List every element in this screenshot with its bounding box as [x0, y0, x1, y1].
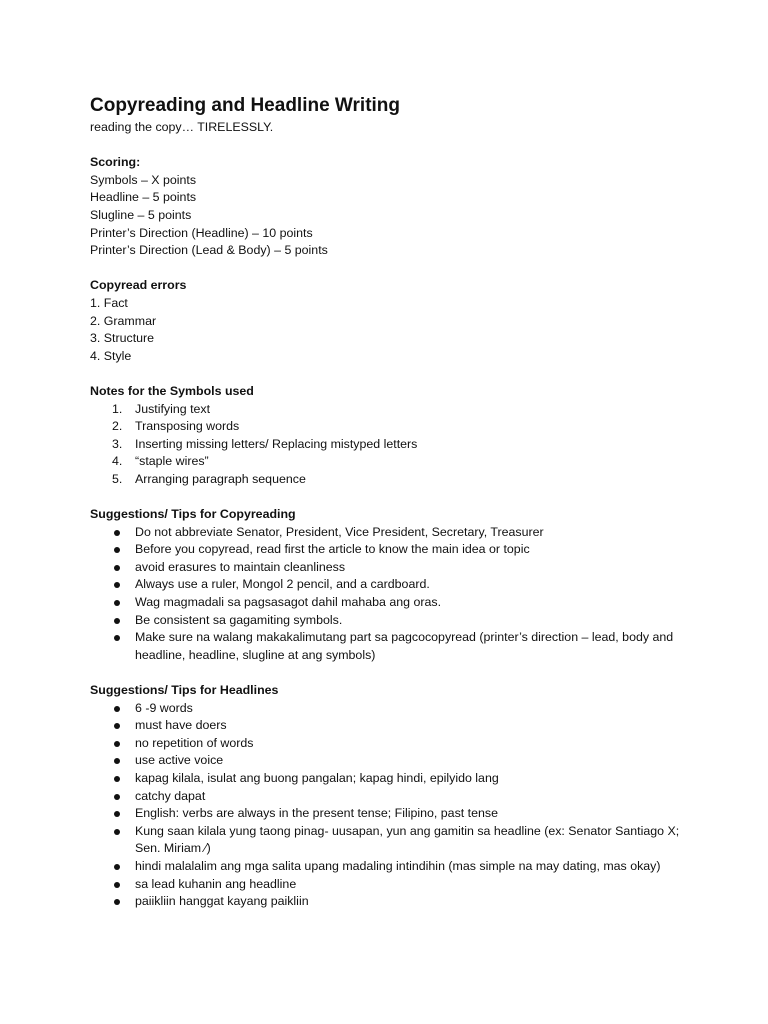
headline-tip-item	[90, 823, 695, 858]
copyread-errors-list	[90, 295, 730, 365]
copyread-error-item: 3. Structure	[90, 331, 155, 346]
headline-tips-heading: Suggestions/ Tips for Headlines	[90, 683, 279, 697]
copyreading-tip-text: Wag magmadali sa pagsasagot dahil mahaba ang oras.	[135, 595, 442, 610]
copyreading-tip-text: Do not abbreviate Senator, President, Vice President, Secretary, Treasurer	[135, 524, 544, 539]
bullet-icon	[114, 565, 120, 571]
symbols-note-item	[90, 436, 730, 454]
copyread-errors-heading: Copyread errors	[90, 278, 187, 293]
document-subtitle: reading the copy… TIRELESSLY.	[90, 120, 274, 134]
bullet-icon	[114, 582, 120, 588]
headline-tip-text: use active voice	[135, 753, 224, 768]
bullet-icon	[114, 899, 120, 905]
headline-tip-item	[90, 876, 695, 894]
copyreading-tips-list	[90, 524, 730, 665]
document-title: Copyreading and Headline Writing	[90, 95, 401, 116]
scoring-item: Symbols – X points	[90, 172, 197, 187]
list-number: 1.	[112, 401, 123, 416]
bullet-icon	[114, 723, 120, 729]
symbols-note-item	[90, 471, 730, 489]
copyreading-tip-item	[90, 524, 695, 542]
headline-tip-item	[90, 858, 695, 876]
bullet-icon	[114, 811, 120, 817]
spacer	[90, 260, 730, 278]
headline-tip-text: hindi malalalim ang mga salita upang madaling intindihin (mas simple na may dating, mas okay)	[135, 858, 661, 873]
headline-tip-item	[90, 770, 695, 788]
spacer	[90, 664, 730, 682]
headline-tip-text: catchy dapat	[135, 788, 206, 803]
headline-tip-text: sa lead kuhanin ang headline	[135, 876, 297, 891]
scoring-item: Printer’s Direction (Headline) – 10 points	[90, 225, 313, 240]
symbols-note-text: Arranging paragraph sequence	[135, 471, 306, 486]
bullet-icon	[114, 758, 120, 764]
scoring-item: Printer’s Direction (Lead & Body) – 5 points	[90, 243, 328, 258]
bullet-icon	[114, 829, 120, 835]
headline-tip-text: paiikliin hanggat kayang paikliin	[135, 894, 309, 909]
symbols-note-text: Justifying text	[135, 401, 211, 416]
bullet-icon	[114, 706, 120, 712]
copyreading-tip-text: Be consistent sa gagamiting symbols.	[135, 612, 343, 627]
scoring-item: Headline – 5 points	[90, 190, 197, 205]
copyreading-tips-heading: Suggestions/ Tips for Copyreading	[90, 507, 296, 522]
headline-tip-item	[90, 752, 695, 770]
symbols-note-text: “staple wires”	[135, 454, 209, 469]
headline-tip-item	[90, 893, 695, 911]
document-page	[90, 94, 730, 911]
copyreading-tip-item	[90, 629, 695, 664]
bullet-icon	[114, 864, 120, 870]
symbols-note-text: Transposing words	[135, 419, 240, 434]
symbols-note-text: Inserting missing letters/ Replacing mistyped letters	[135, 436, 418, 451]
headline-tip-item	[90, 717, 695, 735]
headline-tip-item	[90, 788, 695, 806]
bullet-icon	[114, 882, 120, 888]
copyreading-tip-text: Make sure na walang makakalimutang part sa pagcocopyread (printer’s direction – lead, body and headline, headline, slugline at ang symbols)	[135, 630, 674, 662]
scoring-item: Slugline – 5 points	[90, 207, 192, 222]
copyreading-tip-text: avoid erasures to maintain cleanliness	[135, 559, 346, 574]
bullet-icon	[114, 547, 120, 553]
copyreading-tip-item	[90, 612, 695, 630]
list-number: 5.	[112, 471, 123, 486]
bullet-icon	[114, 741, 120, 747]
list-number: 3.	[112, 436, 123, 451]
headline-tip-item	[90, 700, 695, 718]
headline-tip-text: must have doers	[135, 718, 227, 733]
symbols-notes-list	[90, 401, 730, 489]
spacer	[90, 488, 730, 506]
copyreading-tip-item	[90, 541, 695, 559]
copyreading-tip-text: Always use a ruler, Mongol 2 pencil, and a cardboard.	[135, 577, 430, 592]
copyreading-tip-item	[90, 576, 695, 594]
copyreading-tip-item	[90, 559, 695, 577]
headline-tip-text: English: verbs are always in the present tense; Filipino, past tense	[135, 806, 498, 821]
bullet-icon	[114, 794, 120, 800]
spacer	[90, 365, 730, 383]
headline-tips-list	[90, 700, 730, 911]
bullet-icon	[114, 618, 120, 624]
list-number: 2.	[112, 419, 123, 434]
scoring-heading: Scoring:	[90, 155, 141, 170]
symbols-note-item	[90, 418, 730, 436]
copyreading-tip-item	[90, 594, 695, 612]
copyread-error-item: 1. Fact	[90, 295, 128, 310]
bullet-icon	[114, 776, 120, 782]
bullet-icon	[114, 635, 120, 641]
headline-tip-text: kapag kilala, isulat ang buong pangalan; kapag hindi, epilyido lang	[135, 770, 499, 785]
copyreading-tip-text: Before you copyread, read first the article to know the main idea or topic	[135, 542, 530, 557]
bullet-icon	[114, 600, 120, 606]
scoring-list	[90, 172, 730, 260]
headline-tip-text: no repetition of words	[135, 735, 254, 750]
copyread-error-item: 4. Style	[90, 348, 132, 363]
headline-tip-text: Kung saan kilala yung taong pinag- uusapan, yun ang gamitin sa headline (ex: Senator Santiago X; Sen. Miriam ⁄)	[135, 823, 680, 856]
spacer	[90, 137, 730, 155]
symbols-notes-heading: Notes for the Symbols used	[90, 383, 254, 398]
headline-tip-item	[90, 735, 695, 753]
list-number: 4.	[112, 454, 123, 469]
symbols-note-item	[90, 401, 730, 419]
headline-tip-item	[90, 805, 695, 823]
symbols-note-item	[90, 453, 730, 471]
headline-tip-text: 6 -9 words	[135, 700, 193, 715]
copyread-error-item: 2. Grammar	[90, 313, 157, 328]
bullet-icon	[114, 530, 120, 536]
